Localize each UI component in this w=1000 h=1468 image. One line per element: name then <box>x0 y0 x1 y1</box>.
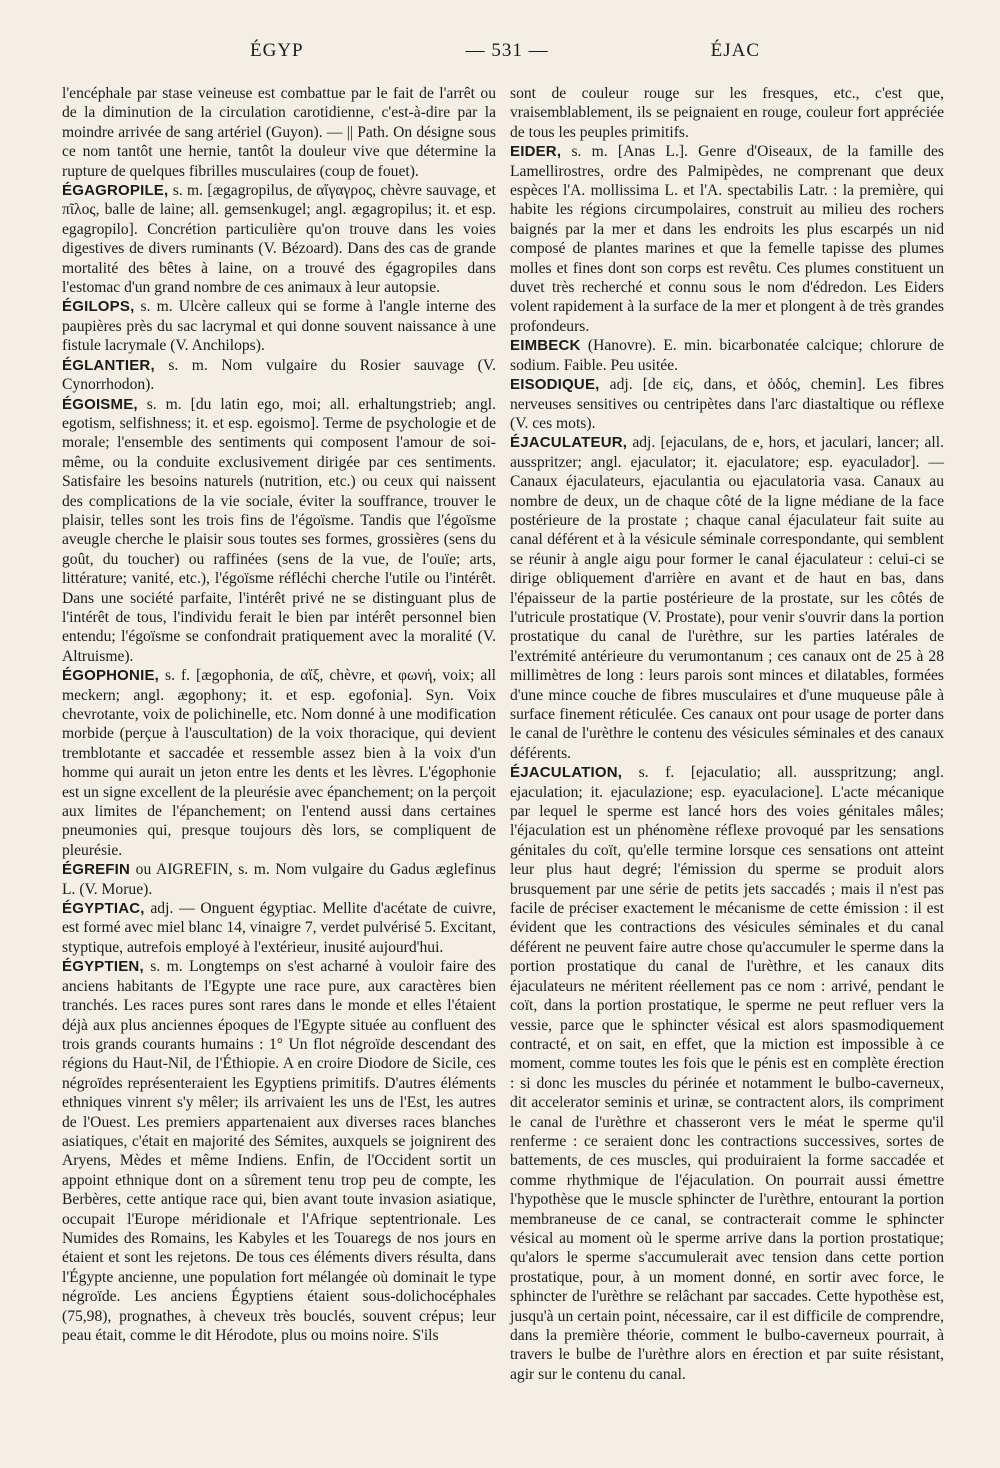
entry-body: s. f. [ejaculatio; all. ausspritzung; angl. ejaculation; it. ejaculazione; esp. eyaculacione]. L'acte mécanique par lequel le sperme est lancé hors des voies génitales mâles; l'éjaculation est un phénomène réflexe provoqué par les sensations génitales du coït, qu'elle termine lorsque ces sensations ont atteint leur plus haut degré; l'émission du sperme se produit alors brusquement par une série de petits jets saccadés ; mais il n'est pas facile de préciser exactement le mécanisme de cette émission : il est évident que les contractions des vésicules séminales et du canal déférent ne peuvent faire autre chose qu'accumuler le sperme dans la portion prostatique du canal de l'urèthre, et les canaux dits éjaculateurs ne méritent réellement pas ce nom : arrivé, pendant le coït, dans la portion prostatique, le sperme ne peut refluer vers la vessie, parce que le sphincter vésical est alors spasmodiquement contracté, et on sait, en effet, que la miction est impossible à ce moment, comme toutes les fois que le pénis est en complète érection : si donc les muscles du périnée et notamment le bulbo-caverneux, dit accelerator seminis et urinæ, se contractent alors, ils compriment le canal de l'urèthre et chasseront vers le méat le sperme qu'il renferme : ce seraient donc les contractions successives, sortes de battements, de ces muscles, qui produiraient la forme saccadée et comme rhythmique de l'éjaculation. On pourrait aussi émettre l'hypothèse que le muscle sphincter de l'urèthre, entourant la portion membraneuse de ce canal, se contracterait comme le sphincter vésical au moment où le sperme arrive dans la portion prostatique; qu'alors le sperme s'accumulerait avec tension dans cette portion prostatique, pour, à un moment donné, en sortir avec force, le sphincter de l'urèthre se relâchant par saccades. Cette hypothèse est, jusqu'à un certain point, nécessaire, car il est difficile de comprendre, dans la première théorie, comment le bulbo-caverneux pourrait, à travers le bulbe de l'urèthre alors en érection et par suite résistant, agir sur le contenu du canal. <box>510 764 944 1383</box>
entry-body: adj. — Onguent égyptiac. Mellite d'acétate de cuivre, est formé avec miel blanc 14, vinaigre 7, verdet pulvérisé 5. Excitant, styptique, autrefois employé à l'extérieur, inusité aujourd'hui. <box>62 900 496 956</box>
right-column <box>510 84 944 1384</box>
entry-headword: EIMBECK <box>510 337 581 355</box>
entry-body: (Hanovre). E. min. bicarbonatée calcique; chlorure de sodium. Faible. Peu usitée. <box>510 337 944 374</box>
dictionary-entry <box>510 142 944 336</box>
header-right-guide-word: ÉJAC <box>710 40 760 61</box>
dictionary-entry <box>510 375 944 433</box>
entry-body: adj. [ejaculans, de e, hors, et jaculari, lancer; all. ausspritzer; angl. ejaculator; it. ejaculatore; esp. eyaculador]. — Canaux éjaculateurs, ejaculantia ou ejaculatoria vasa. Canaux au nombre de deux, un de chaque côté de la ligne médiane de la face postérieure de la prostate ; chaque canal éjaculateur fait suite au canal déférent et à la vésicule séminale correspondante, qui semblent se réunir à angle aigu pour former le canal éjaculateur : celui-ci se dirige obliquement d'arrière en avant et de haut en bas, dans l'épaisseur de la partie postérieure de la prostate, sur les côtés de l'utricule prostatique (V. Prostate), pour venir s'ouvrir dans la portion prostatique du canal de l'urèthre, sur les parties latérales de l'extrémité antérieure du verumontanum ; ces canaux ont de 25 à 28 millimètres de long : leurs parois sont minces et dilatables, formées d'une mince couche de fibres musculaires et d'une muqueuse pâle à surface finement réticulée. Ces canaux ont pour usage de porter dans le canal de l'urèthre le contenu des vésicules séminales et des canaux déférents. <box>510 434 944 762</box>
dictionary-entry <box>62 395 496 667</box>
left-column <box>62 84 496 1345</box>
dictionary-entry <box>62 181 496 297</box>
entry-headword: ÉJACULATION, <box>510 764 623 782</box>
entry-body: s. f. [ægophonia, de αἴξ, chèvre, et φωνή, voix; all meckern; angl. ægophony; it. et esp. egofonia]. Syn. Voix chevrotante, voix de polichinelle, etc. Nom donné à une modification morbide (perçue à l'auscultation) de la voix thoracique, qui devient tremblotante et saccadée et ressemble assez bien à la voix d'un homme qui aurait un jeton entre les dents et les lèvres. L'égophonie est un signe excellent de la pleurésie avec épanchement; on la perçoit aux limites de l'épanchement; on l'entend aussi dans certaines pneumonies qui, presque toujours dès lors, se compliquent de pleurésie. <box>62 667 496 859</box>
dictionary-entry <box>510 433 944 763</box>
entry-headword: ÉGYPTIEN, <box>62 958 144 976</box>
entry-headword: ÉGOISME, <box>62 395 138 413</box>
entry-body: s. m. [Anas L.]. Genre d'Oiseaux, de la famille des Lamellirostres, ordre des Palmipèdes, ne comprenant que deux espèces l'A. mollissima L. et l'A. spectabilis Latr. : la première, qui habite les régions circumpolaires, construit au milieu des rochers baignés par la mer et dans les endroits les plus escarpés un nid composé de plantes marines et que la femelle tapisse des plumes molles et fines dont son corps est revêtu. Ces plumes constituent un duvet très recherché et connu sous le nom d'édredon. Les Eiders volent rapidement à la surface de la mer et plongent à de très grandes profondeurs. <box>510 143 944 335</box>
entry-headword: ÉGREFIN <box>62 861 131 879</box>
continuation-text <box>62 84 496 181</box>
entry-body: s. m. [du latin ego, moi; all. erhaltungstrieb; angl. egotism, selfishness; it. et esp. egoismo]. Terme de psychologie et de morale; l'ensemble des sentiments qui composent l'amour de soi-même, ou la conduite exclusivement dirigée par ces sentiments. Satisfaire les besoins naturels (nutrition, etc.) ou ceux qui naissent des complications de la vie sociale, éviter la souffrance, trouver le plaisir, telles sont les trois fins de l'égoïsme. Tandis que l'égoïsme aveugle cherche le plaisir sous toutes ses formes, grossières (sens du goût, du toucher) ou raffinées (sens de la vue, de l'ouïe; arts, littérature; vanité, etc.), l'égoïsme réfléchi cherche l'utile ou l'intérêt. Dans une société parfaite, l'intérêt privé ne se distinguant plus de l'intérêt de tous, l'individu ferait le bien par intérêt personnel bien entendu; l'égoïsme se confondrait pratiquement avec la moralité (V. Altruisme). <box>62 395 496 665</box>
entry-body: ou AIGREFIN, s. m. Nom vulgaire du Gadus æglefinus L. (V. Morue). <box>62 861 496 898</box>
dictionary-entry <box>62 957 496 1345</box>
entry-body: l'encéphale par stase veineuse est combattue par le fait de l'arrêt ou de la diminution de la circulation carotidienne, c'est-à-dire par la moindre arrivée de sang artériel (Guyon). — || Path. On désigne sous ce nom tantôt une hernie, tantôt la douleur vive que détermine la rupture de quelques fibrilles musculaires (coup de fouet). <box>62 85 496 180</box>
entry-headword: ÉGAGROPILE, <box>62 182 169 200</box>
entry-body: s. m. Ulcère calleux qui se forme à l'angle interne des paupières près du sac lacrymal et qui donne souvent naissance à une fistule lacrymale (V. Anchilops). <box>62 298 496 355</box>
dictionary-entry <box>510 336 944 375</box>
page-number: — 531 — <box>465 40 549 61</box>
dictionary-entry <box>62 899 496 957</box>
entry-body: s. m. [ægagropilus, de αἴγαγρος, chèvre sauvage, et πῖλος, balle de laine; all. gemsenkugel; angl. ægagropilus; it. et esp. egagropilo]. Concrétion particulière qu'on trouve dans les voies digestives de divers ruminants (V. Bézoard). Dans des cas de grande mortalité des bêtes à laine, on a trouvé des égagropiles dans l'estomac d'un grand nombre de ces animaux à leur autopsie. <box>62 182 496 297</box>
header-left-guide-word: ÉGYP <box>250 40 304 61</box>
entry-headword: ÉGYPTIAC, <box>62 900 145 918</box>
entry-headword: ÉGOPHONIE, <box>62 667 160 685</box>
entry-headword: EISODIQUE, <box>510 376 600 394</box>
entry-headword: ÉGLANTIER, <box>62 356 155 374</box>
entry-body: adj. [de εἰς, dans, et ὁδός, chemin]. Les fibres nerveuses sensitives ou centripètes dans l'arc diastaltique ou réflexe (V. ces mots). <box>510 376 944 432</box>
dictionary-entry <box>62 297 496 355</box>
entry-body: sont de couleur rouge sur les fresques, etc., c'est que, vraisemblablement, ils se peignaient en rouge, couleur fort appréciée de tous les peuples primitifs. <box>510 85 944 141</box>
entry-body: s. m. Longtemps on s'est acharné à vouloir faire des anciens habitants de l'Egypte une race pure, aux caractères bien tranchés. Les races pures sont rares dans le monde et elles l'étaient déjà aux plus anciennes époques de l'Egypte située au confluent des trois grands courants humains : 1° Un flot négroïde descendant des régions du Haut-Nil, de l'Éthiopie. A en croire Diodore de Sicile, ces négroïdes représenteraient les Egyptiens primitifs. D'autres éléments ethniques vinrent s'y mêler; ils arrivaient les uns de l'Est, les autres de l'Ouest. Les premiers appartenaient aux diverses races blanches asiatiques, c'était en majorité des Sémites, auxquels se joignirent des Aryens, Mèdes et même Indiens. Enfin, de l'Occident sortit un appoint ethnique dont on a sûrement tenu trop peu de compte, les Berbères, cette antique race qui, bien avant toute invasion asiatique, occupait l'Europe méridionale et l'Afrique septentrionale. Les Numides des Romains, les Kabyles et les Touaregs de nos jours en étaient et sont les rejetons. De tous ces éléments divers résulta, dans l'Égypte ancienne, une population fort mélangée où dominait le type négroïde. Les anciens Égyptiens étaient sous-dolichocéphales (75,98), prognathes, à cheveux très bouclés, souvent crépus; leur peau était, comme le dit Hérodote, plus ou moins noire. S'ils <box>62 958 496 1344</box>
entry-headword: ÉJACULATEUR, <box>510 434 628 452</box>
entry-headword: ÉGILOPS, <box>62 298 135 316</box>
dictionary-entry <box>62 356 496 395</box>
entry-body: s. m. Nom vulgaire du Rosier sauvage (V. Cynorrhodon). <box>62 356 496 394</box>
dictionary-entry <box>510 763 944 1384</box>
running-header <box>60 40 960 74</box>
dictionary-entry <box>62 666 496 860</box>
entry-headword: EIDER, <box>510 143 562 161</box>
continuation-text <box>510 84 944 142</box>
dictionary-entry <box>62 860 496 899</box>
